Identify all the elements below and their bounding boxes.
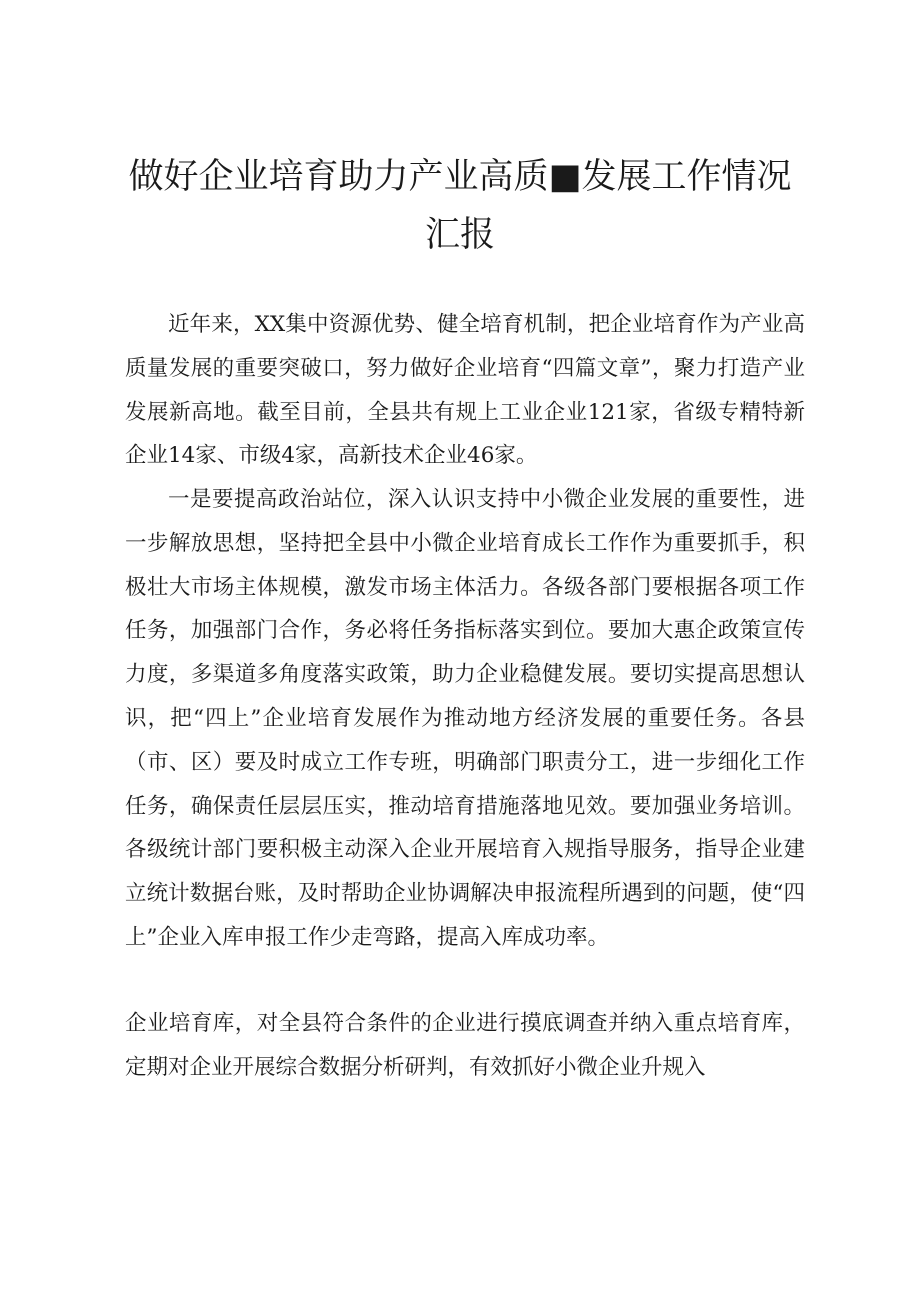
paragraph-text: 近年来，XX集中资源优势、健全培育机制，把企业培育作为产业高质量发展的重要突破口，努力做好企业培育“四篇文章”，聚力打造产业发展新高地。截至目前，全县共有规上工业企业121家，省级专精特新企业14家、市级4家，高新技术企业46家。 — [125, 312, 805, 469]
paragraph-intro — [125, 303, 805, 478]
paragraph-cultivation-pool — [125, 1002, 805, 1090]
title-line-1: 做好企业培育助力产业高质■发展工作情况 — [128, 157, 792, 197]
paragraph-political-stance — [125, 478, 805, 960]
paragraph-text: 一是要提高政治站位，深入认识支持中小微企业发展的重要性，进一步解放思想，坚持把全县中小微企业培育成长工作作为重要抓手，积极壮大市场主体规模，激发市场主体活力。各级各部门要根据各项工作任务，加强部门合作，务必将任务指标落实到位。要加大惠企政策宣传力度，多渠道多角度落实政策，助力企业稳健发展。要切实提高思想认识，把“四上”企业培育发展作为推动地方经济发展的重要任务。各县（市、区）要及时成立工作专班，明确部门职责分工，进一步细化工作任务，确保责任层层压实，推动培育措施落地见效。要加强业务培训。各级统计部门要积极主动深入企业开展培育入规指导服务，指导企业建立统计数据台账，及时帮助企业协调解决申报流程所遇到的问题，使“四上”企业入库申报工作少走弯路，提高入库成功率。 — [125, 487, 805, 950]
document-title — [100, 148, 820, 264]
paragraph-text: 企业培育库，对全县符合条件的企业进行摸底调查并纳入重点培育库，定期对企业开展综合数据分析研判，有效抓好小微企业升规入 — [125, 1011, 805, 1080]
title-line-2: 汇报 — [424, 215, 495, 255]
